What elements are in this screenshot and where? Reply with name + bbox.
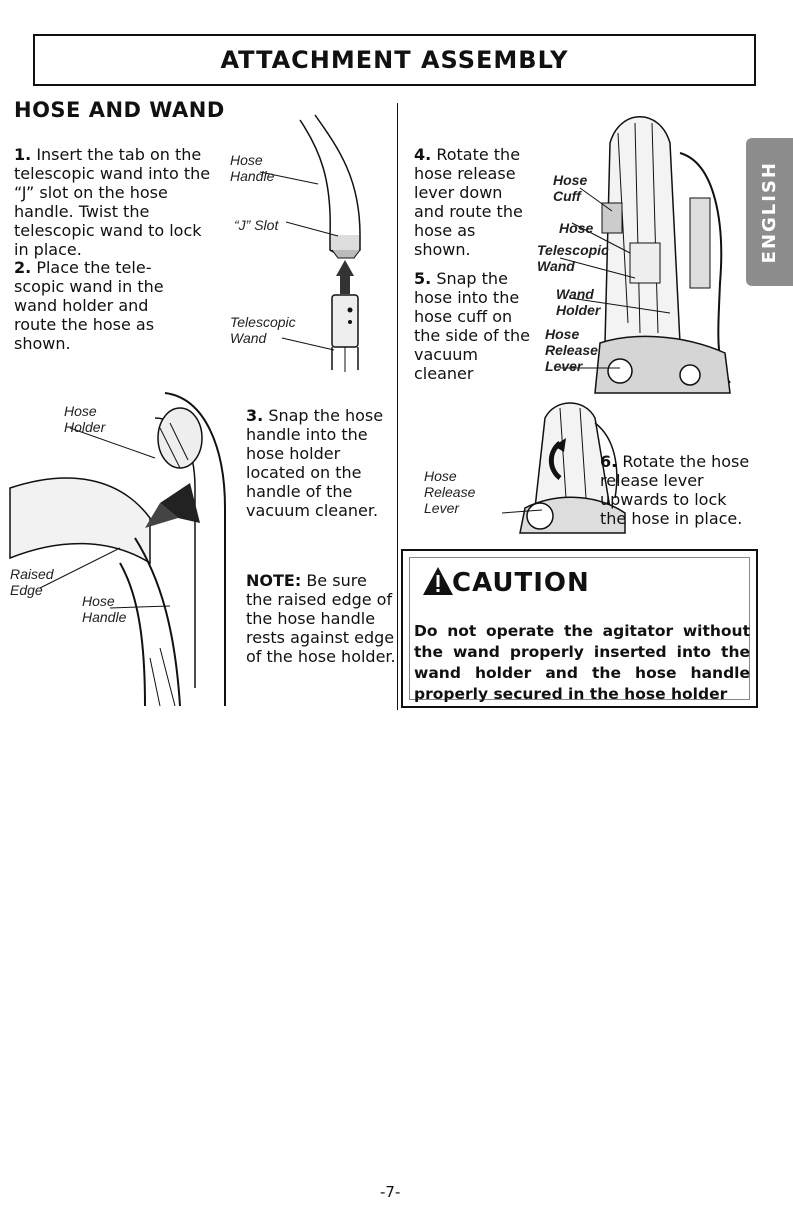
- step-3: [246, 406, 396, 520]
- step-2-text: Place the tele-scopic wand in the wand holder and route the hose as shown.: [14, 258, 164, 353]
- page-title: ATTACHMENT ASSEMBLY: [220, 46, 569, 74]
- label-hose-release-lever-2: Hose Release Lever: [424, 468, 476, 516]
- column-divider: [397, 103, 398, 710]
- step-5: [414, 269, 532, 383]
- caution-title: CAUTION: [452, 568, 590, 598]
- label-hose-cuff: Hose Cuff: [553, 172, 588, 204]
- language-tab-label: ENGLISH: [759, 160, 780, 264]
- step-4-text: Rotate the hose release lever down and route the hose as shown.: [414, 145, 523, 259]
- step-4-number: 4.: [414, 145, 432, 164]
- label-telescopic-wand-2: Telescopic Wand: [537, 242, 609, 274]
- step-5-text: Snap the hose into the hose cuff on the side of the vacuum cleaner: [414, 269, 530, 383]
- label-telescopic-wand: Telescopic Wand: [230, 314, 296, 346]
- step-5-number: 5.: [414, 269, 432, 288]
- step-4: [414, 145, 532, 259]
- step-6-number: 6.: [600, 452, 618, 471]
- label-hose-handle: Hose Handle: [230, 152, 275, 184]
- step-2-number: 2.: [14, 258, 32, 277]
- warning-icon: [422, 566, 454, 596]
- label-wand-holder: Wand Holder: [556, 286, 601, 318]
- note-text: Be sure the raised edge of the hose handle rests against edge of the hose holder.: [246, 571, 396, 666]
- step-3-number: 3.: [246, 406, 264, 425]
- note: [246, 571, 396, 666]
- step-6-text: Rotate the hose release lever upwards to lock the hose in place.: [600, 452, 750, 528]
- hose-holder-illustration: [10, 388, 255, 706]
- step-3-text: Snap the hose handle into the hose holder located on the handle of the vacuum cleaner.: [246, 406, 384, 520]
- step-1-number: 1.: [14, 145, 32, 164]
- label-raised-edge: Raised Edge: [10, 566, 54, 598]
- label-hose: Hose: [559, 220, 594, 236]
- section-heading: HOSE AND WAND: [14, 98, 225, 122]
- title-box: [33, 34, 756, 86]
- label-hose-holder: Hose Holder: [64, 403, 106, 435]
- label-hose-handle-2: Hose Handle: [82, 593, 127, 625]
- page-number: -7-: [380, 1183, 401, 1201]
- label-j-slot: “J” Slot: [234, 217, 279, 233]
- step-1: [14, 145, 214, 259]
- language-tab: [746, 138, 793, 286]
- step-6: [600, 452, 755, 528]
- label-hose-release-lever: Hose Release Lever: [545, 326, 598, 374]
- caution-text: Do not operate the agitator without the wand properly inserted into the wand holder and the hose handle properly secured in the hose holder: [414, 622, 750, 703]
- note-label: NOTE:: [246, 571, 302, 590]
- step-1-text: Insert the tab on the telescopic wand into the “J” slot on the hose handle. Twist the telescopic wand to lock in place.: [14, 145, 211, 259]
- step-2: [14, 258, 194, 353]
